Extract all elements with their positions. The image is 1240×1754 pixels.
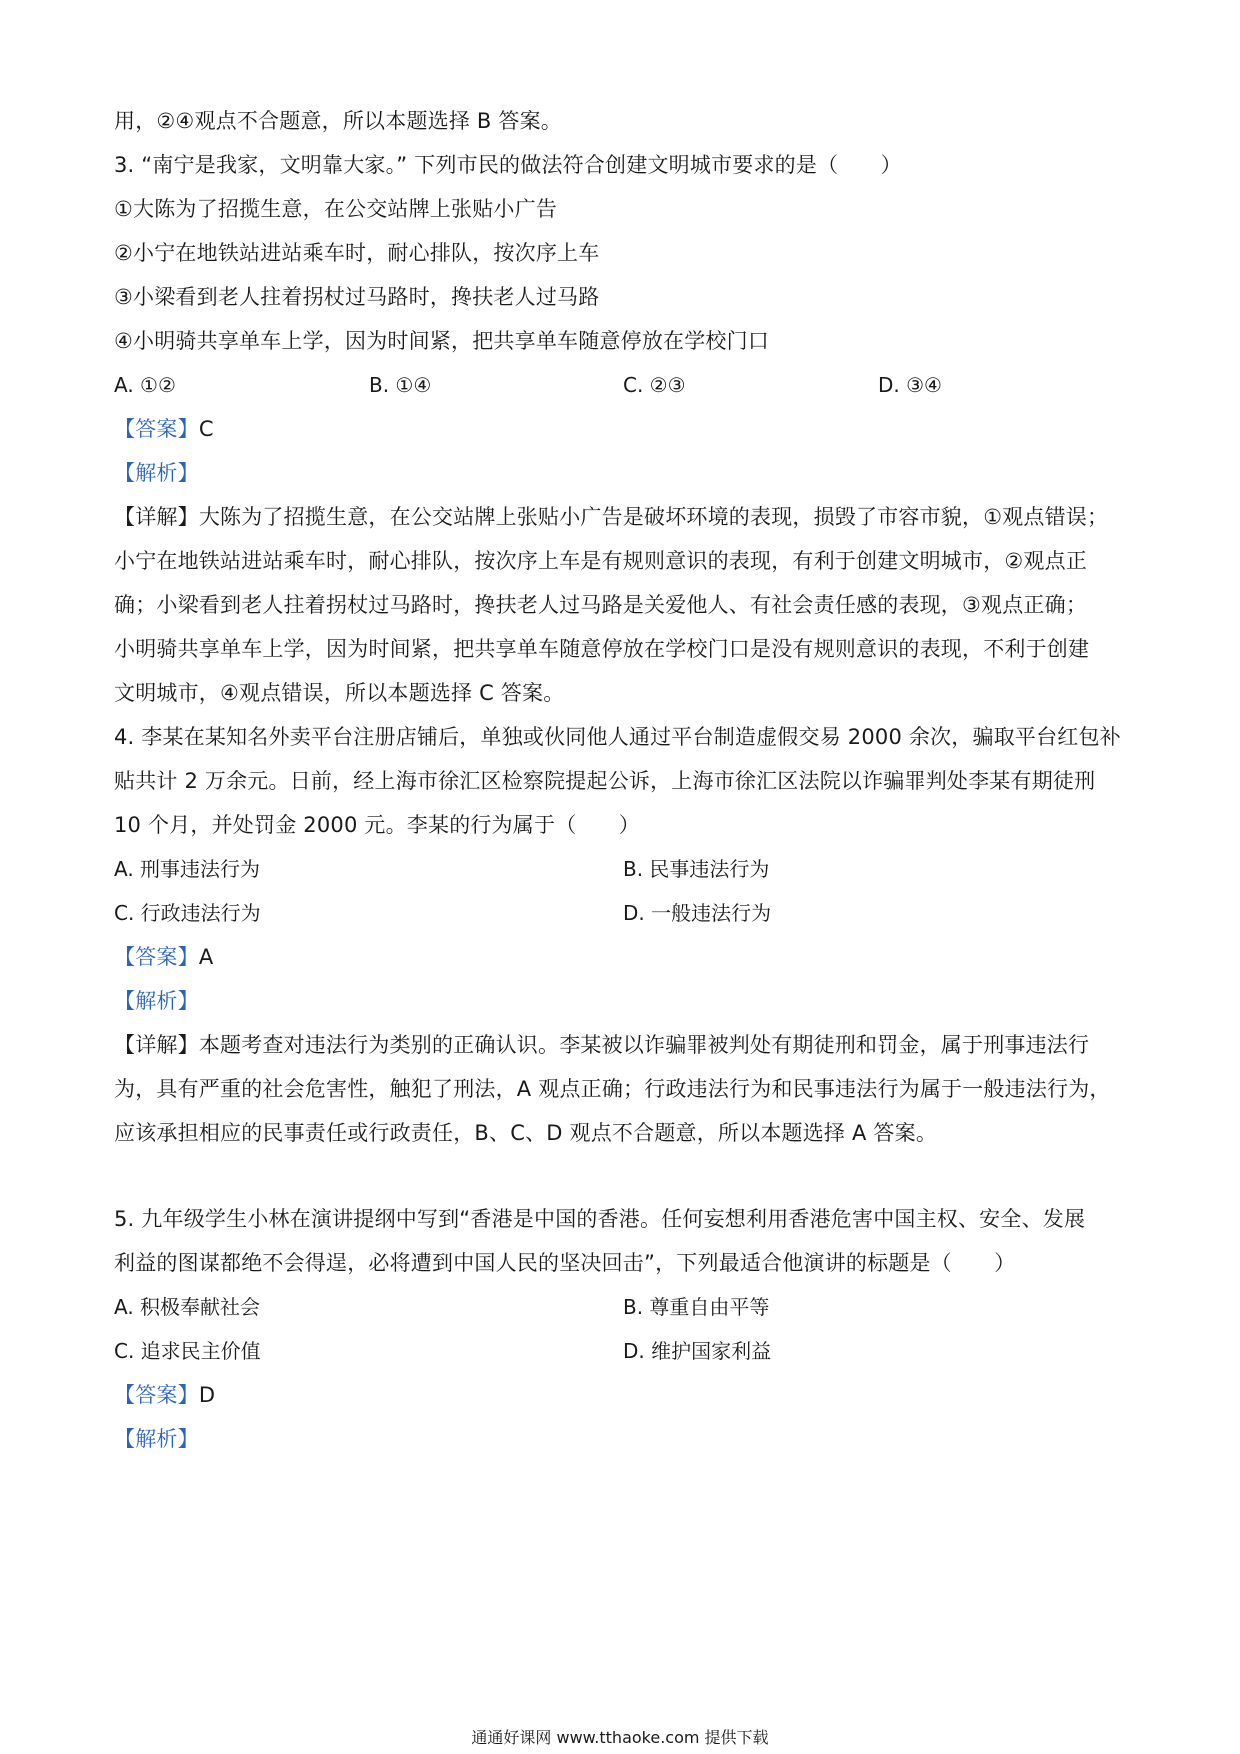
q4-option-b: B. 民事违法行为 [623, 857, 770, 881]
q4-option-a: A. 刑事违法行为 [114, 857, 261, 881]
q3-detail-line-5: 文明城市，④观点错误，所以本题选择 C 答案。 [114, 681, 565, 705]
q3-item-1: ①大陈为了招揽生意，在公交站牌上张贴小广告 [114, 197, 558, 221]
q5-option-c: C. 追求民主价值 [114, 1339, 261, 1363]
q4-detail-line-3: 应该承担相应的民事责任或行政责任，B、C、D 观点不合题意，所以本题选择 A 答案。 [114, 1121, 938, 1145]
q3-analysis-tag: 【解析】 [114, 461, 199, 485]
q3-detail-tag: 【详解】 [114, 505, 199, 529]
q3-detail-line-4: 小明骑共享单车上学，因为时间紧，把共享单车随意停放在学校门口是没有规则意识的表现，不利于创建 [114, 637, 1090, 661]
q4-detail-line-1 [114, 1030, 1134, 1060]
q5-option-b: B. 尊重自由平等 [623, 1295, 770, 1319]
q4-stem-line-1: 4. 李某在某知名外卖平台注册店铺后，单独或伙同他人通过平台制造虚假交易 2000 余次，骗取平台红包补 [114, 725, 1121, 749]
q3-item-2: ②小宁在地铁站进站乘车时，耐心排队，按次序上车 [114, 241, 600, 265]
q5-answer-value: D [198, 1383, 216, 1407]
q5-answer-line [114, 1380, 1134, 1410]
q4-stem-line-2: 贴共计 2 万余元。日前，经上海市徐汇区检察院提起公诉，上海市徐汇区法院以诈骗罪判处李某有期徒刑 [114, 769, 1096, 793]
q4-answer-line [114, 942, 1134, 972]
q5-option-d: D. 维护国家利益 [623, 1339, 772, 1363]
q4-analysis-tag: 【解析】 [114, 989, 199, 1013]
q5-answer-tag: 【答案】 [114, 1383, 199, 1407]
q5-stem-line-1: 5. 九年级学生小林在演讲提纲中写到“香港是中国的香港。任何妄想利用香港危害中国主权、安全、发展 [114, 1207, 1086, 1231]
continuation-text: 用，②④观点不合题意，所以本题选择 B 答案。 [114, 109, 563, 133]
q3-detail-line-3: 确；小梁看到老人拄着拐杖过马路时，搀扶老人过马路是关爱他人、有社会责任感的表现，③观点正确； [114, 593, 1088, 617]
q3-detail-text-1: 大陈为了招揽生意，在公交站牌上张贴小广告是破坏环境的表现，损毁了市容市貌，①观点错误； [198, 505, 1109, 529]
q4-stem-line-3: 10 个月，并处罚金 2000 元。李某的行为属于（ ） [114, 813, 640, 837]
q5-option-a: A. 积极奉献社会 [114, 1295, 261, 1319]
q5-stem-line-2: 利益的图谋都绝不会得逞，必将遭到中国人民的坚决回击”，下列最适合他演讲的标题是（ ） [114, 1251, 1016, 1275]
q5-analysis-tag: 【解析】 [114, 1427, 199, 1451]
q3-option-d: D. ③④ [878, 373, 942, 397]
q3-answer-value: C [198, 417, 214, 441]
q4-option-d: D. 一般违法行为 [623, 901, 772, 925]
q4-answer-value: A [198, 945, 214, 969]
q3-stem: 3. “南宁是我家，文明靠大家。” 下列市民的做法符合创建文明城市要求的是（ ） [114, 153, 902, 177]
q4-detail-tag: 【详解】 [114, 1033, 199, 1057]
q3-answer-tag: 【答案】 [114, 417, 199, 441]
q3-option-a: A. ①② [114, 373, 176, 397]
footer-watermark-text: 通通好课网 www.tthaoke.com 提供下载 [471, 1728, 769, 1747]
q3-detail-line-1 [114, 502, 1134, 532]
q3-option-b: B. ①④ [369, 373, 432, 397]
q4-answer-tag: 【答案】 [114, 945, 199, 969]
q3-detail-line-2: 小宁在地铁站进站乘车时，耐心排队，按次序上车是有规则意识的表现，有利于创建文明城市，②观点正 [114, 549, 1088, 573]
q4-detail-text-1: 本题考查对违法行为类别的正确认识。李某被以诈骗罪被判处有期徒刑和罚金，属于刑事违法行 [198, 1033, 1090, 1057]
q3-item-3: ③小梁看到老人拄着拐杖过马路时，搀扶老人过马路 [114, 285, 600, 309]
q4-option-c: C. 行政违法行为 [114, 901, 261, 925]
q4-detail-line-2: 为，具有严重的社会危害性，触犯了刑法，A 观点正确；行政违法行为和民事违法行为属于一般违法行为， [114, 1077, 1111, 1101]
q3-option-c: C. ②③ [623, 373, 686, 397]
q3-item-4: ④小明骑共享单车上学，因为时间紧，把共享单车随意停放在学校门口 [114, 329, 770, 353]
q3-answer-line [114, 414, 1134, 444]
